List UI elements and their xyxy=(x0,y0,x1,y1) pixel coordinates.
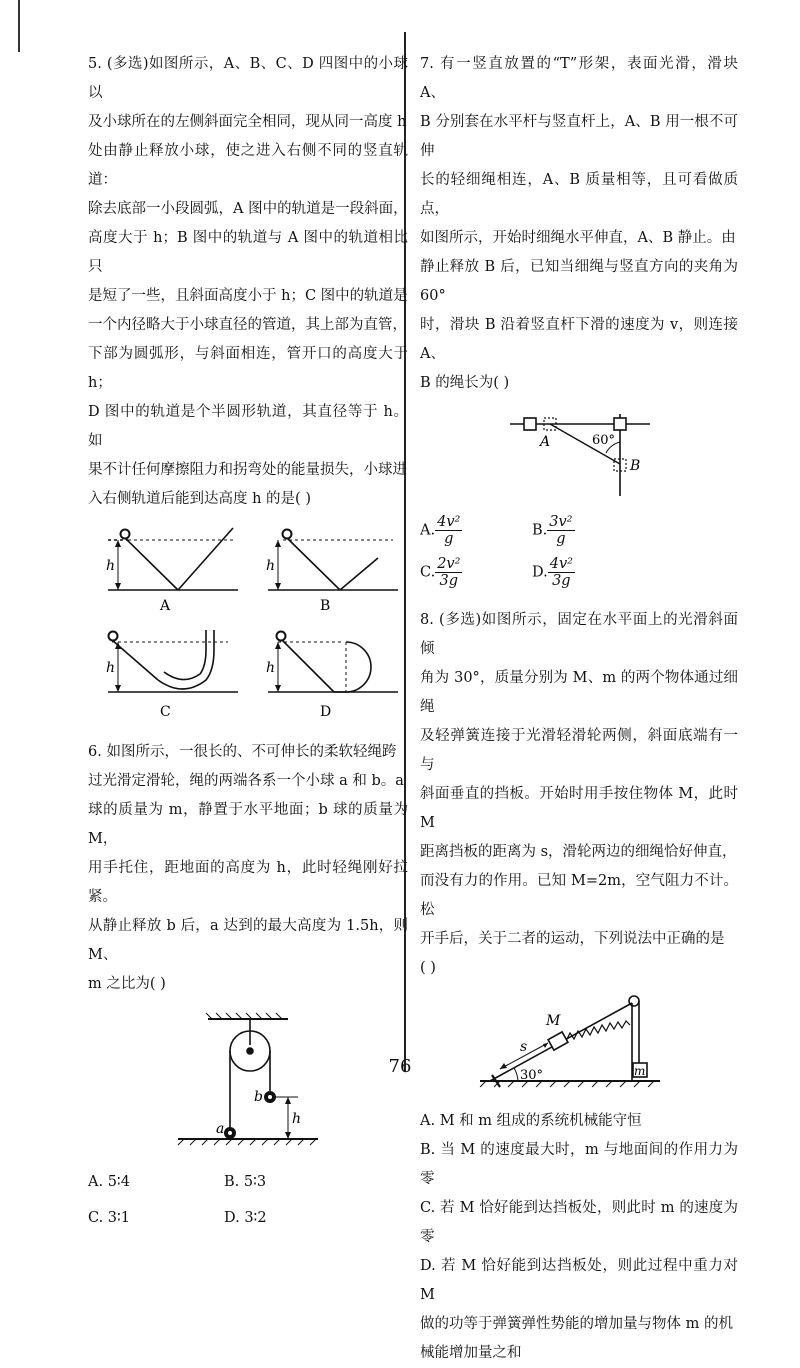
numerator: 3v² xyxy=(549,514,573,530)
q5-line: 除去底部一小段圆弧，A 图中的轨道是一段斜面， xyxy=(88,201,408,217)
q6-option-b[interactable]: B. 5∶3 xyxy=(224,1174,267,1190)
page-number: 76 xyxy=(388,1056,412,1077)
q6-line: 过光滑定滑轮，绳的两端各系一个小球 a 和 b。a xyxy=(88,773,404,789)
q7-option-a-letter: A. xyxy=(420,522,436,539)
numerator: 4v² xyxy=(549,556,573,572)
denominator: 3g xyxy=(439,573,459,589)
q7-options xyxy=(420,514,738,600)
q5-line: D 图中的轨道是个半圆形轨道，其直径等于 h。如 xyxy=(88,404,408,449)
q5-h-label-a: h xyxy=(106,558,116,574)
q7-option-b[interactable] xyxy=(532,514,575,547)
denominator: 3g xyxy=(552,573,571,589)
q5-line: 高度大于 h；B 图中的轨道与 A 图中的轨道相比只 xyxy=(88,230,408,275)
q5-figure-b xyxy=(268,530,398,591)
q8-line: 角为 30°，质量分别为 M、m 的两个物体通过细绳 xyxy=(420,670,738,715)
q6-label-h: h xyxy=(292,1111,302,1127)
q6-line: 6. 如图所示，一很长的、不可伸长的柔软轻绳跨 xyxy=(88,744,397,760)
q8-line: ( ) xyxy=(420,960,436,976)
q8-line: 及轻弹簧连接于光滑轻滑轮两侧，斜面底端有一与 xyxy=(420,728,738,773)
q8-line: 距离挡板的距离为 s，滑轮两边的细绳恰好伸直， xyxy=(420,844,737,860)
q5-figure-c xyxy=(108,630,238,692)
q6-option-d[interactable]: D. 3∶2 xyxy=(224,1210,267,1226)
q6-option-c[interactable]: C. 3∶1 xyxy=(88,1210,131,1226)
q7-option-d-frac xyxy=(548,556,575,589)
q5-figure-d xyxy=(268,632,398,693)
right-column xyxy=(420,50,738,1368)
q7-text xyxy=(420,50,738,398)
q7-option-d[interactable] xyxy=(532,556,575,589)
denominator: g xyxy=(444,531,454,547)
q5-h-label-d: h xyxy=(266,660,276,676)
q8-label-s: s xyxy=(520,1039,528,1055)
q8-option-d-cont: 械能增加量之和 xyxy=(420,1345,522,1361)
denominator: g xyxy=(556,531,566,547)
q7-label-b: B xyxy=(630,458,641,474)
q5-label-a: A xyxy=(160,598,171,614)
q7-option-c[interactable] xyxy=(420,556,462,589)
q5-figure-a xyxy=(108,528,238,590)
q7-line: 时，滑块 B 沿着竖直杆下滑的速度为 v，则连接 A、 xyxy=(420,317,738,362)
q7-option-c-letter: C. xyxy=(420,564,436,581)
q7-option-b-frac xyxy=(547,514,574,547)
q6-figure xyxy=(88,1009,408,1159)
q7-figure xyxy=(420,404,738,504)
q8-text xyxy=(420,606,738,983)
q7-line: 长的轻细绳相连，A、B 质量相等，且可看做质点， xyxy=(420,172,738,217)
q5-label-d: D xyxy=(320,704,332,720)
q5-line: 5. (多选)如图所示，A、B、C、D 四图中的小球以 xyxy=(88,56,408,101)
q6-line: m 之比为( ) xyxy=(88,976,166,992)
q6-options xyxy=(88,1171,408,1241)
q7-line: B 分别套在水平杆与竖直杆上，A、B 用一根不可伸 xyxy=(420,114,738,159)
q8-option-a[interactable]: A. M 和 m 组成的系统机械能守恒 xyxy=(420,1113,642,1129)
q7-option-a-frac xyxy=(435,514,462,547)
numerator: 4v² xyxy=(437,514,461,530)
q8-figure xyxy=(420,989,738,1099)
q5-line: 是短了一些，且斜面高度小于 h；C 图中的轨道是 xyxy=(88,288,408,304)
q8-label-small-m: m xyxy=(634,1064,646,1078)
binder-line xyxy=(18,0,20,52)
q5-line: 入右侧轨道后能到达高度 h 的是( ) xyxy=(88,491,311,507)
q6-label-a: a xyxy=(216,1121,225,1137)
q6-line: 从静止释放 b 后，a 达到的最大高度为 1.5h，则 M、 xyxy=(88,918,408,963)
q5-line: 果不计任何摩擦阻力和拐弯处的能量损失，小球进 xyxy=(88,462,407,478)
q6-line: 球的质量为 m，静置于水平地面；b 球的质量为 M， xyxy=(88,802,408,847)
q8-option-d[interactable]: D. 若 M 恰好能到达挡板处，则此过程中重力对 M xyxy=(420,1258,738,1303)
q8-option-b[interactable]: B. 当 M 的速度最大时，m 与地面间的作用力为零 xyxy=(420,1142,738,1187)
q7-option-a[interactable] xyxy=(420,514,462,547)
q5-text xyxy=(88,50,408,514)
q6-line: 用手托住，距地面的高度为 h，此时轻绳刚好拉紧。 xyxy=(88,860,408,905)
q7-option-c-frac xyxy=(435,556,462,589)
q8-option-d-cont: 做的功等于弹簧弹性势能的增加量与物体 m 的机 xyxy=(420,1316,733,1332)
q8-line: 开手后，关于二者的运动，下列说法中正确的是 xyxy=(420,931,725,947)
q8-line: 8. (多选)如图所示，固定在水平面上的光滑斜面倾 xyxy=(420,612,738,657)
q8-options xyxy=(420,1107,738,1368)
q8-label-big-m: M xyxy=(546,1013,561,1029)
q5-h-label-b: h xyxy=(266,558,276,574)
q5-line: 及小球所在的左侧斜面完全相同，现从同一高度 h xyxy=(88,114,407,130)
q8-option-c[interactable]: C. 若 M 恰好能到达挡板处，则此时 m 的速度为零 xyxy=(420,1200,738,1245)
q5-h-label-c: h xyxy=(106,660,116,676)
numerator: 2v² xyxy=(437,556,461,572)
q5-line: 处由静止释放小球，使之进入右侧不同的竖直轨道： xyxy=(88,143,408,188)
q7-angle: 60° xyxy=(592,433,616,448)
q7-line: 7. 有一竖直放置的“T”形架，表面光滑，滑块 A、 xyxy=(420,56,738,101)
q8-line: 斜面垂直的挡板。开始时用手按住物体 M，此时 M xyxy=(420,786,738,831)
q6-label-b: b xyxy=(254,1089,263,1105)
q8-line: 而没有力的作用。已知 M=2m，空气阻力不计。松 xyxy=(420,873,738,918)
q7-option-b-letter: B. xyxy=(532,522,548,539)
q6-text xyxy=(88,738,408,999)
q5-label-c: C xyxy=(160,704,171,720)
q5-line: 下部为圆弧形，与斜面相连，管开口的高度大于 h； xyxy=(88,346,408,391)
q5-line: 一个内径略大于小球直径的管道，其上部为直管， xyxy=(88,317,407,333)
q7-label-a: A xyxy=(540,434,551,450)
q7-line: B 的绳长为( ) xyxy=(420,375,510,391)
q7-line: 静止释放 B 后，已知当细绳与竖直方向的夹角为 60° xyxy=(420,259,738,304)
q8-angle: 30° xyxy=(520,1068,544,1083)
q5-label-b: B xyxy=(320,598,331,614)
q7-option-d-letter: D. xyxy=(532,564,548,581)
q5-figure xyxy=(88,520,408,730)
q7-line: 如图所示，开始时细绳水平伸直，A、B 静止。由 xyxy=(420,230,736,246)
q6-option-a[interactable]: A. 5∶4 xyxy=(88,1174,130,1190)
